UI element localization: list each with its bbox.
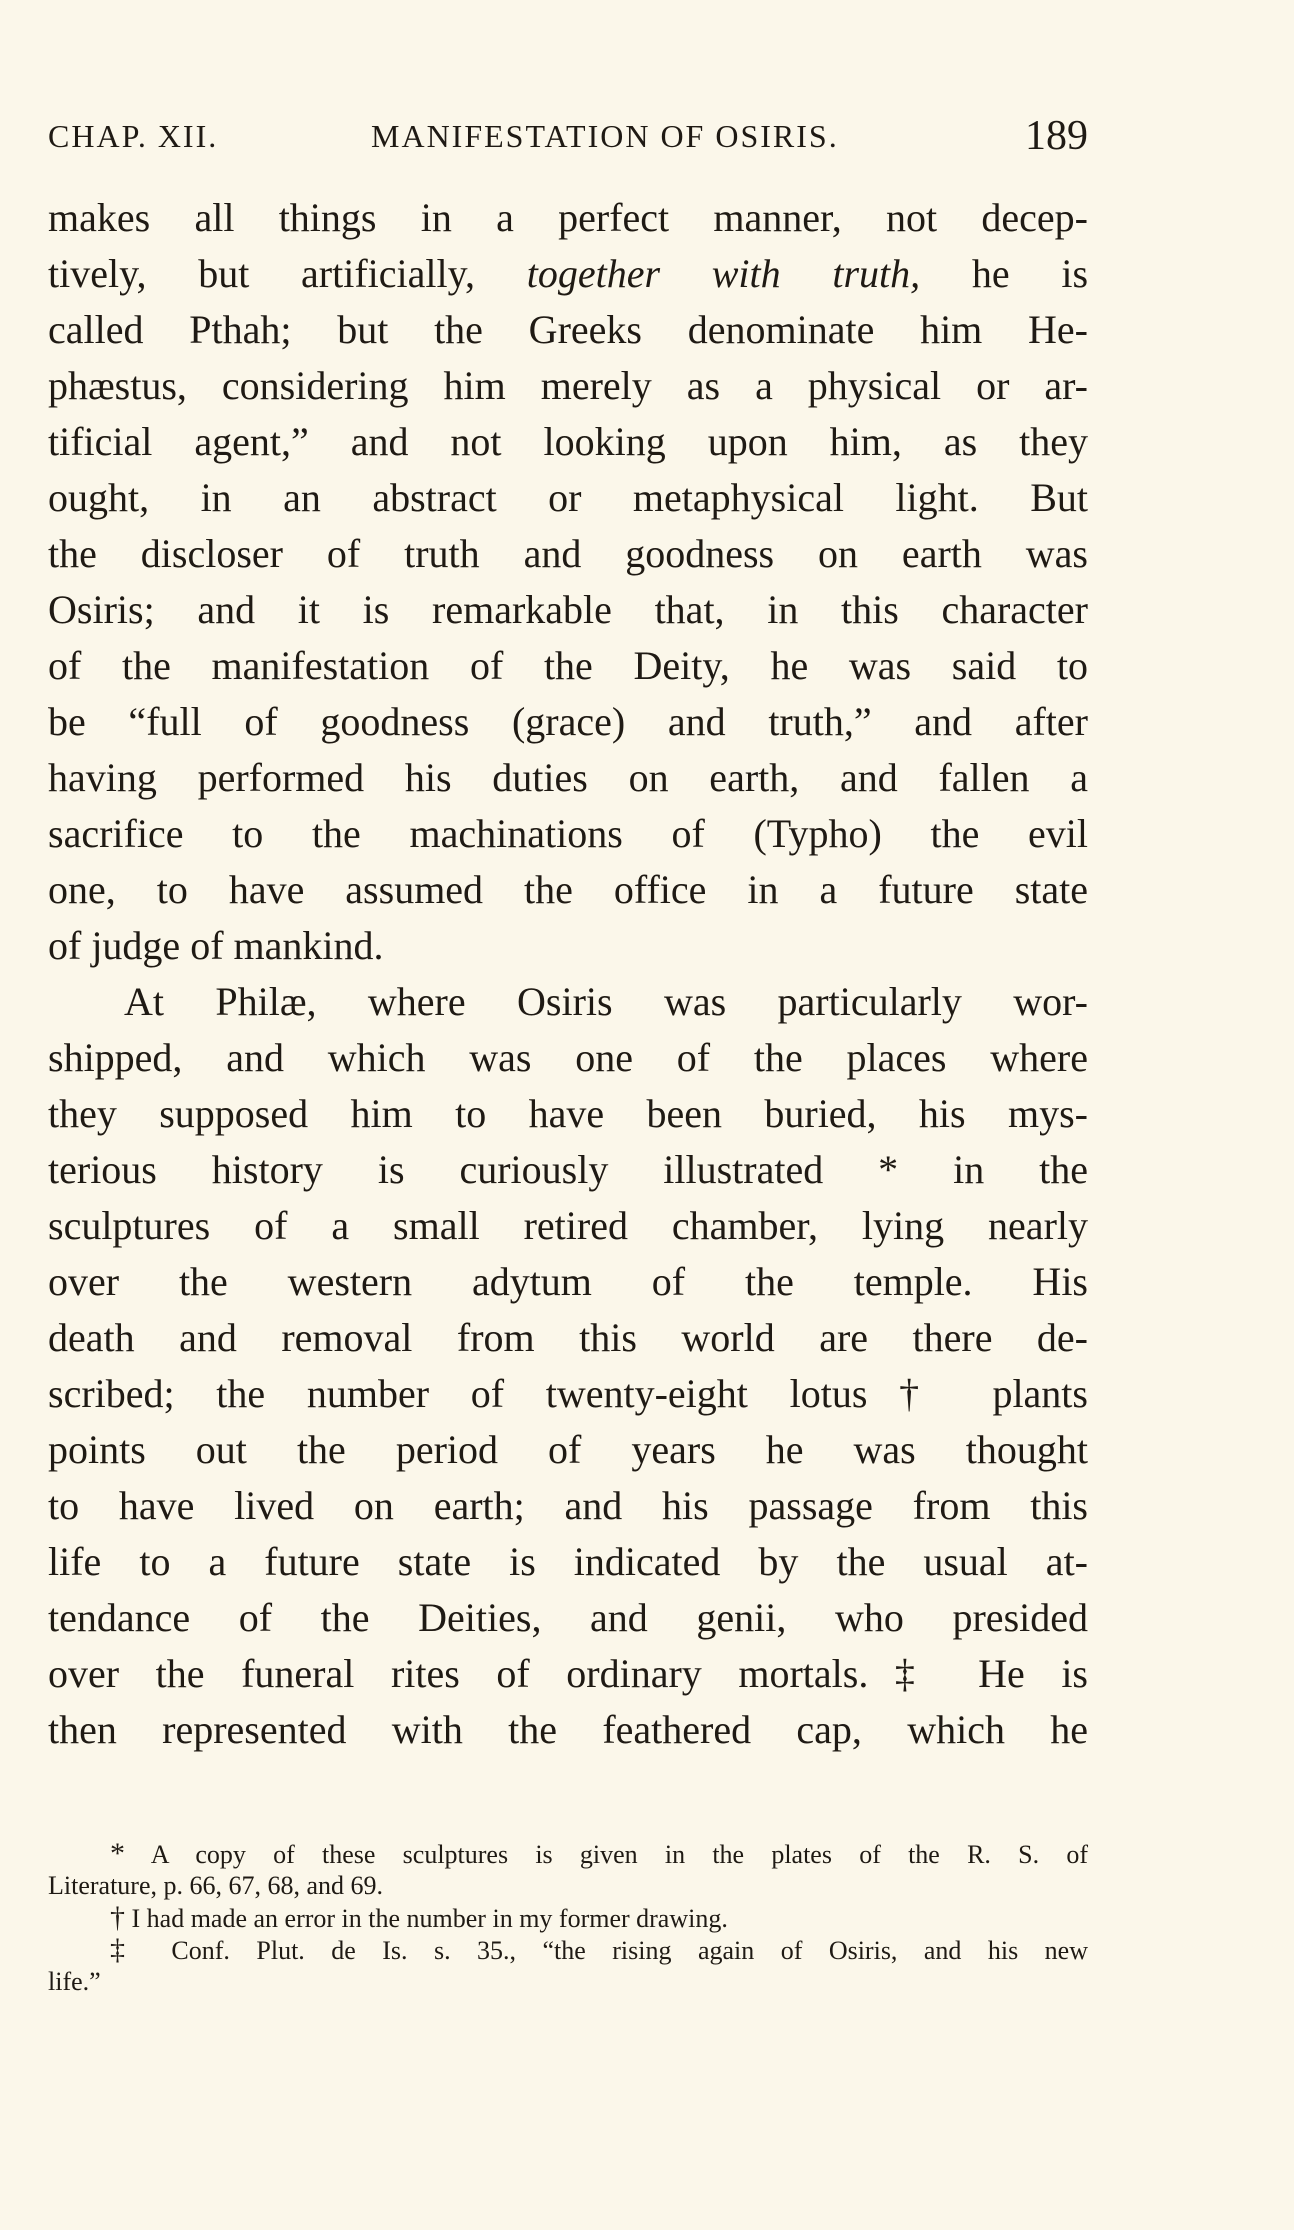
text-line: tendance of the Deities, and genii, who presided xyxy=(48,1595,1088,1640)
section-title: MANIFESTATION OF OSIRIS. xyxy=(371,118,839,154)
text-line: points out the period of years he was thought xyxy=(48,1427,1088,1472)
footnote-1: * A copy of these sculptures is given in the plates of the R. S. of xyxy=(110,1837,1088,1870)
text-line: scribed; the number of twenty-eight lotus† plants xyxy=(48,1371,1088,1416)
text-line: of judge of mankind. xyxy=(48,923,384,968)
footnote-marker-dagger: † xyxy=(110,1901,125,1934)
footnote-1-continued: Literature, p. 66, 67, 68, and 69. xyxy=(48,1871,384,1900)
text-line: makes all things in a perfect manner, not decep- xyxy=(48,195,1088,240)
text-line: over the funeral rites of ordinary mortals.‡ He is xyxy=(48,1651,1088,1696)
text-line: over the western adytum of the temple. His xyxy=(48,1259,1088,1304)
text-line: sacrifice to the machinations of (Typho) the evil xyxy=(48,811,1088,856)
footnote-3-continued: life.” xyxy=(48,1967,101,1996)
text-line: the discloser of truth and goodness on earth was xyxy=(48,531,1088,576)
footnote-3: ‡ Conf. Plut. de Is. s. 35., “the rising again of Osiris, and his new xyxy=(110,1933,1089,1966)
text-line: having performed his duties on earth, and fallen a xyxy=(48,755,1088,800)
text-line: Osiris; and it is remarkable that, in this character xyxy=(48,587,1088,632)
footnote-marker-double-dagger: ‡ xyxy=(110,1933,145,1966)
text-line: to have lived on earth; and his passage from this xyxy=(48,1483,1088,1528)
text-line: phæstus, considering him merely as a physical or ar- xyxy=(48,363,1088,408)
text-line: shipped, and which was one of the places where xyxy=(48,1035,1088,1080)
page-number: 189 xyxy=(1025,113,1088,159)
running-head xyxy=(48,113,1088,162)
text-line: they supposed him to have been buried, his mys- xyxy=(48,1091,1088,1136)
text-line: be “full of goodness (grace) and truth,” and after xyxy=(48,699,1088,744)
text-line: death and removal from this world are there de- xyxy=(48,1315,1088,1360)
body-text xyxy=(48,190,1088,1758)
footnote-marker-asterisk: * xyxy=(110,1837,125,1870)
text-line: of the manifestation of the Deity, he was said to xyxy=(48,643,1088,688)
text-line: one, to have assumed the office in a future state xyxy=(48,867,1088,912)
footnote-2: † I had made an error in the number in my former drawing. xyxy=(110,1901,728,1934)
text-line: tificial agent,” and not looking upon him, as they xyxy=(48,419,1088,464)
text-line: called Pthah; but the Greeks denominate him He- xyxy=(48,307,1088,352)
footnotes xyxy=(48,1838,1088,1998)
text-line: sculptures of a small retired chamber, lying nearly xyxy=(48,1203,1088,1248)
text-line: terious history is curiously illustrated * in the xyxy=(48,1147,1088,1192)
text-line: then represented with the feathered cap, which he xyxy=(48,1707,1088,1752)
text-line: tively, but artificially, together with truth, he is xyxy=(48,251,1089,296)
paragraph-start: At Philæ, where Osiris was particularly wor- xyxy=(124,979,1088,1024)
italic-phrase: together with truth, xyxy=(526,251,921,296)
chapter-label: CHAP. XII. xyxy=(48,118,219,154)
text-line: life to a future state is indicated by the usual at- xyxy=(48,1539,1088,1584)
text-line: ought, in an abstract or metaphysical light. But xyxy=(48,475,1088,520)
